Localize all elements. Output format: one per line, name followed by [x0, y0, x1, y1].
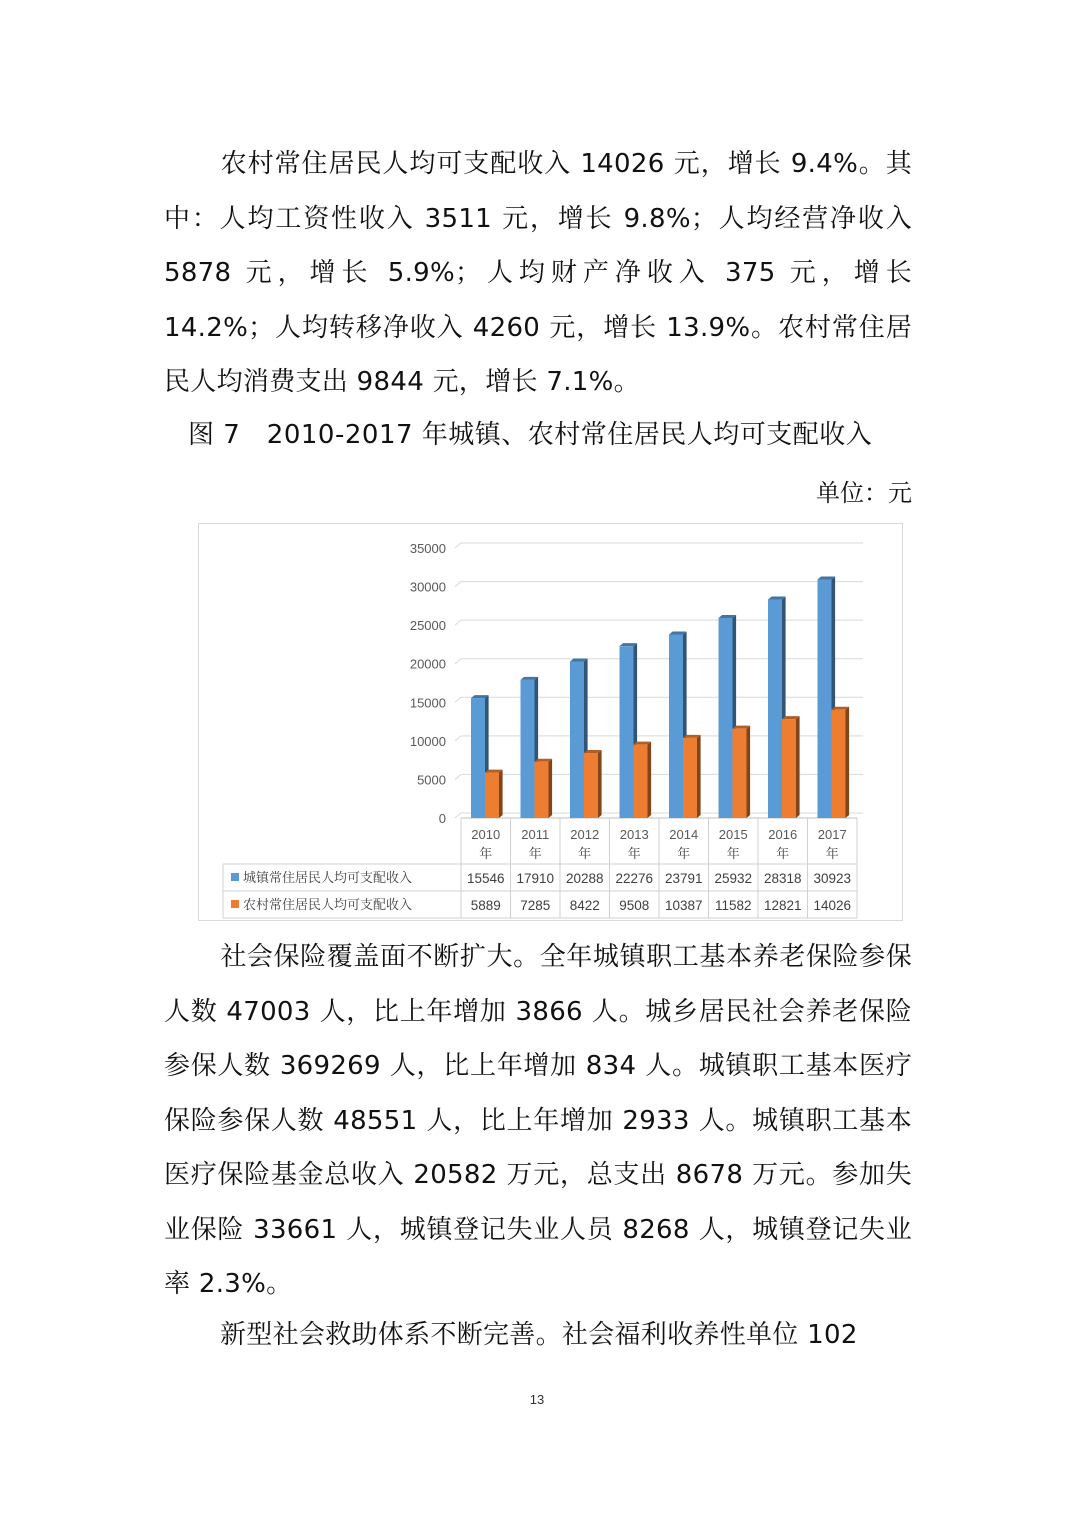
bar-rural [584, 750, 602, 818]
x-tick-label: 2013 [619, 827, 649, 842]
figure-caption: 图 7 2010-2017 年城镇、农村常住居民人均可支配收入 [188, 420, 873, 450]
gridline-depth [455, 697, 461, 702]
x-tick-label-suffix: 年 [528, 847, 542, 862]
x-tick-label-suffix: 年 [825, 847, 839, 862]
gridline-depth [455, 620, 461, 625]
bar-front [521, 680, 535, 818]
data-label: 25932 [714, 871, 753, 886]
bar-side [549, 759, 553, 818]
data-label: 11582 [714, 898, 752, 913]
x-tick-label: 2011 [521, 827, 550, 842]
income-chart-svg [199, 524, 902, 920]
gridline-depth [455, 543, 461, 548]
data-label: 8422 [569, 898, 600, 913]
x-tick-label: 2015 [718, 827, 748, 842]
bar-front [620, 646, 634, 818]
bar-side [499, 770, 503, 818]
y-tick-label: 10000 [409, 733, 446, 749]
y-tick-label: 0 [438, 811, 446, 826]
x-tick-label-suffix: 年 [578, 847, 592, 862]
figure-unit: 单位：元 [816, 479, 912, 507]
gridline-depth [455, 659, 461, 664]
bar-front [719, 618, 733, 818]
gridline-depth [455, 774, 461, 779]
income-chart [198, 523, 903, 921]
legend-label: 农村常住居民人均可支配收入 [243, 898, 413, 913]
paragraph-social-insurance-text: 社会保险覆盖面不断扩大。全年城镇职工基本养老保险参保人数 47003 人，比上年增加 3866 人。城乡居民社会养老保险参保人数 369269 人，比上年增加 834 人。城镇职工基本医疗保险参保人数 48551 人，比上年增加 2933 人。城镇职工基本医疗保险基金总收入 20582 万元，总支出 8678 万元。参加失业保险 33661 人，城镇登记失业人员 8268 人，城镇登记失业率 2.3%。 [164, 942, 912, 1299]
bar-side [697, 735, 701, 818]
page-number: 13 [529, 1392, 545, 1407]
data-label: 20288 [565, 871, 604, 886]
y-tick-label: 35000 [409, 541, 446, 556]
bar-front [669, 634, 683, 818]
data-label: 28318 [763, 871, 802, 886]
bar-side [846, 707, 850, 818]
bar-front [733, 729, 747, 818]
bar-rural [683, 735, 701, 818]
bar-front [782, 719, 796, 818]
bar-front [584, 753, 598, 818]
bar-side [747, 726, 751, 818]
bar-rural [535, 759, 553, 818]
paragraph-social-assistance-text: 新型社会救助体系不断完善。社会福利收养性单位 102 [220, 1320, 858, 1350]
y-tick-label: 30000 [409, 579, 446, 595]
bar-rural [485, 770, 503, 818]
bar-side [648, 742, 652, 818]
bar-side [796, 716, 800, 818]
x-tick-label-suffix: 年 [479, 847, 493, 862]
bar-rural [733, 726, 751, 818]
x-tick-label: 2016 [768, 827, 798, 842]
data-label: 23791 [664, 871, 703, 886]
x-tick-label: 2014 [669, 827, 699, 842]
y-tick-label: 20000 [409, 656, 446, 672]
bar-front [471, 698, 485, 818]
x-tick-label-suffix: 年 [726, 847, 740, 862]
bar-side [598, 750, 602, 818]
paragraph-rural-income [164, 137, 912, 410]
bar-front [535, 762, 549, 818]
bar-front [818, 579, 832, 818]
data-label: 22276 [615, 871, 654, 886]
gridline-depth [455, 582, 461, 587]
bar-front [634, 745, 648, 818]
x-tick-label: 2012 [570, 827, 600, 842]
bar-rural [832, 707, 850, 818]
x-tick-label-suffix: 年 [776, 847, 790, 862]
data-label: 9508 [619, 898, 650, 913]
data-label: 5889 [470, 898, 501, 913]
legend-swatch [231, 900, 239, 908]
data-label: 17910 [516, 871, 555, 886]
bar-front [570, 661, 584, 818]
bar-front [485, 773, 499, 818]
data-label: 30923 [813, 871, 852, 886]
data-label: 7285 [520, 898, 551, 913]
x-tick-label: 2017 [817, 827, 847, 842]
bar-front [768, 600, 782, 818]
legend-swatch [231, 873, 239, 881]
gridline-depth [455, 736, 461, 741]
bar-front [832, 710, 846, 818]
data-label: 12821 [763, 898, 802, 913]
x-tick-label-suffix: 年 [677, 847, 691, 862]
y-tick-label: 5000 [417, 772, 446, 788]
bar-rural [782, 716, 800, 818]
legend-label: 城镇常住居民人均可支配收入 [243, 871, 413, 886]
paragraph-social-insurance [164, 930, 912, 1312]
data-label: 10387 [664, 898, 703, 913]
paragraph-social-assistance [164, 1308, 912, 1363]
data-label: 15546 [466, 871, 505, 886]
data-label: 14026 [813, 898, 852, 913]
y-tick-label: 25000 [409, 618, 446, 634]
x-tick-label-suffix: 年 [627, 847, 641, 862]
x-tick-label: 2010 [471, 827, 501, 842]
y-tick-label: 15000 [409, 695, 446, 711]
bar-front [683, 738, 697, 818]
gridline-depth [455, 813, 461, 818]
bar-rural [634, 742, 652, 818]
paragraph-rural-income-text: 农村常住居民人均可支配收入 14026 元，增长 9.4%。其中：人均工资性收入 3511 元，增长 9.8%；人均经营净收入 5878 元，增长 5.9%；人均财产净收入 375 元，增长 14.2%；人均转移净收入 4260 元，增长 13.9%。农村常住居民人均消费支出 9844 元，增长 7.1%。 [164, 149, 912, 397]
